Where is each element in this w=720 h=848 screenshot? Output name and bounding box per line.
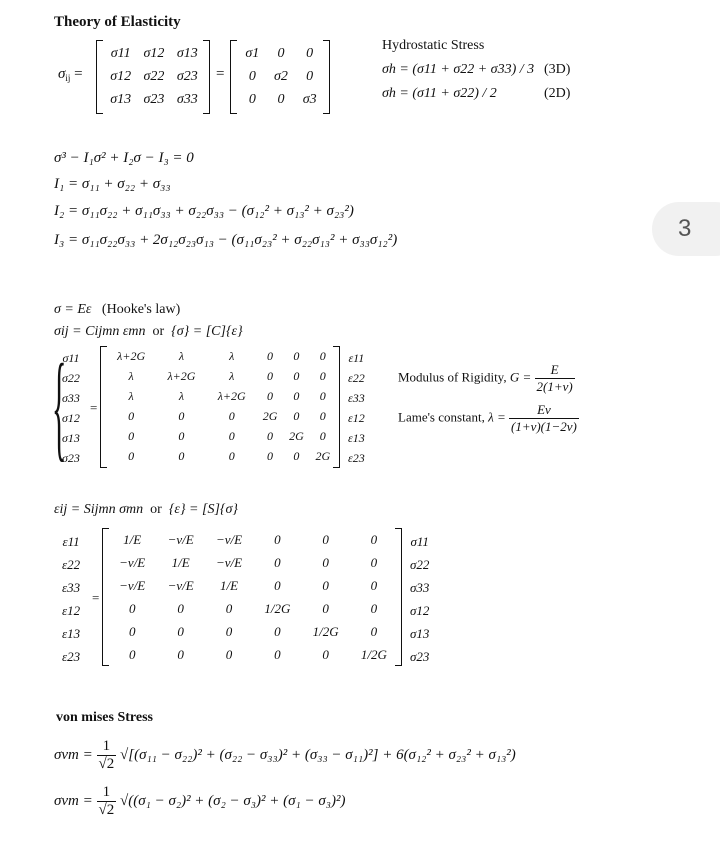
- matrix-row: [238, 42, 324, 65]
- matrix-cell: −ν/E: [167, 577, 194, 593]
- matrix-cell: 0: [274, 623, 281, 639]
- lame-lhs: λ =: [488, 409, 506, 425]
- matrix-cell: 0: [267, 388, 274, 403]
- matrix-cell: 0: [370, 600, 378, 616]
- vector-entry: σ33: [410, 580, 430, 595]
- matrix-cell: 1/2G: [360, 646, 387, 662]
- compliance-index-eq: εij = Sijmn σmn: [54, 502, 144, 517]
- vm-lhs: σvm =: [54, 746, 93, 763]
- matrix-cell: σ23: [143, 91, 165, 107]
- matrix-cell: σ1: [245, 45, 260, 61]
- vonmises-eq2: [54, 784, 345, 819]
- lame-num: Eν: [509, 402, 579, 419]
- hookes-law-eq: [54, 302, 180, 318]
- stress-tensor-lhs: $\sigma_{ij}$ =: [58, 66, 83, 83]
- vector-entry: σ12: [410, 603, 430, 618]
- matrix-cell: 1/E: [220, 577, 239, 593]
- matrix-cell: 2G: [262, 408, 278, 423]
- hooke-eq1: σ = Eε: [54, 302, 92, 317]
- matrix-cell: 0: [267, 448, 274, 463]
- matrix-cell: 0: [225, 600, 233, 616]
- matrix-row: [106, 446, 336, 466]
- matrix-cell: σ13: [110, 91, 132, 107]
- matrix-cell: λ+2G: [167, 368, 196, 383]
- matrix-cell: σ12: [110, 68, 132, 84]
- rigidity-lhs: G =: [509, 369, 532, 385]
- vm-eq1-body: √[(σ₁₁ − σ₂₂)² + (σ₂₂ − σ₃₃)² + (σ₃₃ − σ₁₁)²] + 6(σ₁₂² + σ₂₃² + σ₁₃²): [120, 746, 516, 763]
- vector-entry: σ22: [62, 371, 80, 385]
- matrix-cell: −ν/E: [167, 531, 194, 547]
- matrix-cell: 1/E: [171, 554, 190, 570]
- matrix-cell: −ν/E: [216, 531, 243, 547]
- matrix-cell: 0: [128, 428, 135, 443]
- section-title-vonmises: von mises Stress: [56, 710, 153, 725]
- vector-entry: ε11: [62, 534, 80, 549]
- matrix-cell: λ: [178, 388, 185, 403]
- compliance-equals: =: [92, 590, 100, 605]
- matrix-cell: σ2: [274, 68, 288, 84]
- matrix-cell: 0: [177, 646, 184, 662]
- matrix-row: [108, 528, 398, 551]
- matrix-cell: σ22: [143, 68, 165, 84]
- vector-entry: ε33: [62, 580, 81, 595]
- matrix-cell: 0: [128, 600, 136, 616]
- characteristic-equation: σ³ − I₁σ² + I₂σ − I₃ = 0: [54, 150, 194, 166]
- matrix-cell: 1/2G: [312, 623, 339, 639]
- matrix-cell: 0: [267, 368, 274, 383]
- rigidity-num: E: [535, 362, 575, 379]
- matrix-cell: 0: [322, 577, 329, 593]
- matrix-cell: −ν/E: [119, 577, 146, 593]
- compliance-eq: [54, 502, 238, 518]
- vector-entry: ε23: [62, 649, 81, 664]
- matrix-cell: 0: [293, 448, 300, 463]
- lhs-symbol: σ: [58, 66, 66, 82]
- invariant-i3: I₃ = σ₁₁σ₂₂σ₃₃ + 2σ₁₂σ₂₃σ₁₃ − (σ₁₁σ₂₃² + σ₂₂σ₁₃² + σ₃₃σ₁₂²): [54, 232, 398, 248]
- matrix-row: [108, 620, 398, 643]
- matrix-cell: 0: [178, 428, 185, 443]
- matrix-cell: 0: [178, 448, 185, 463]
- hooke-label: (Hooke's law): [101, 302, 181, 317]
- page-number: 3: [678, 215, 692, 242]
- matrix-cell: 0: [128, 408, 135, 423]
- strain-vector: [344, 348, 369, 468]
- vector-entry: σ23: [410, 649, 430, 664]
- matrix-cell: 0: [267, 428, 274, 443]
- stress-matrix: [96, 40, 210, 114]
- matrix-cell: 0: [178, 408, 185, 423]
- stiffness-eq: [54, 324, 243, 340]
- compliance-or: or: [150, 502, 162, 517]
- vector-entry: σ11: [62, 351, 80, 365]
- stress-vector: [58, 348, 84, 468]
- matrix-cell: λ+2G: [117, 348, 146, 363]
- hooke-equals: =: [90, 400, 98, 415]
- vector-entry: ε22: [348, 371, 365, 385]
- matrix-row: [106, 386, 336, 406]
- vm-eq2-body: √((σ₁ − σ₂)² + (σ₂ − σ₃)² + (σ₁ − σ₃)²): [120, 792, 346, 809]
- matrix-cell: 0: [277, 45, 285, 61]
- matrix-cell: 0: [274, 646, 281, 662]
- matrix-cell: 0: [293, 388, 300, 403]
- matrix-cell: 0: [267, 348, 274, 363]
- section-title-elasticity: Theory of Elasticity: [54, 14, 181, 30]
- matrix-cell: 0: [277, 91, 285, 107]
- matrix-cell: 0: [322, 531, 329, 547]
- matrix-cell: 0: [293, 408, 300, 423]
- matrix-row: [106, 366, 336, 386]
- matrix-cell: −ν/E: [216, 554, 243, 570]
- matrix-cell: 0: [370, 577, 378, 593]
- matrix-cell: σ13: [176, 45, 198, 61]
- matrix-cell: 0: [177, 623, 184, 639]
- matrix-row: [104, 88, 204, 111]
- matrix-row: [108, 574, 398, 597]
- matrix-cell: 0: [274, 554, 281, 570]
- matrix-cell: 0: [274, 577, 281, 593]
- matrix-cell: 0: [128, 646, 136, 662]
- matrix-cell: 0: [319, 348, 326, 363]
- matrix-row: [108, 643, 398, 666]
- vector-entry: ε13: [348, 431, 365, 445]
- matrix-cell: 0: [274, 531, 281, 547]
- matrix-cell: 0: [319, 428, 326, 443]
- vm-coef-num: 1: [97, 738, 117, 756]
- matrix-cell: 0: [322, 646, 329, 662]
- vm-coef-den: √2: [98, 756, 115, 772]
- matrix-row: [108, 597, 398, 620]
- rigidity-label: Modulus of Rigidity,: [398, 369, 507, 385]
- matrix-cell: 0: [128, 448, 135, 463]
- stiffness-or: or: [152, 324, 165, 339]
- matrix-cell: 0: [228, 428, 235, 443]
- matrix-cell: 2G: [315, 448, 331, 463]
- matrix-cell: 0: [293, 348, 300, 363]
- matrix-cell: 0: [306, 45, 314, 61]
- compliance-matrix-eq: {ε} = [S]{σ}: [168, 502, 238, 517]
- vector-entry: ε11: [348, 351, 365, 365]
- vector-entry: σ11: [410, 534, 429, 549]
- matrix-row: [238, 88, 324, 111]
- matrix-row: [106, 346, 336, 366]
- matrix-cell: 0: [319, 368, 326, 383]
- matrix-cell: 0: [306, 68, 314, 84]
- matrix-cell: 0: [225, 623, 233, 639]
- vector-entry: ε23: [348, 451, 365, 465]
- vector-entry: σ23: [62, 451, 80, 465]
- vector-entry: σ33: [62, 391, 80, 405]
- matrix-cell: λ: [128, 388, 134, 403]
- matrix-cell: σ11: [110, 45, 131, 61]
- matrix-cell: 1/2G: [264, 600, 291, 616]
- matrix-row: [104, 65, 204, 88]
- matrix-cell: σ23: [176, 68, 198, 84]
- matrix-cell: λ: [229, 368, 235, 383]
- lame-den: (1+ν)(1−2ν): [510, 419, 577, 434]
- matrix-cell: 0: [248, 68, 256, 84]
- vector-entry: ε33: [348, 391, 365, 405]
- stiffness-index-eq: σij = Cijmn εmn: [54, 324, 146, 339]
- rigidity-expression: [398, 362, 575, 395]
- matrix-cell: σ33: [176, 91, 198, 107]
- matrix-cell: λ: [229, 348, 235, 363]
- hydrostatic-2d-tag: (2D): [544, 86, 571, 101]
- matrix-cell: 0: [177, 600, 184, 616]
- vector-entry: ε22: [62, 557, 81, 572]
- hydrostatic-2d: σh = (σ11 + σ22) / 2: [382, 86, 497, 101]
- matrix-cell: 0: [370, 623, 378, 639]
- matrix-cell: 0: [128, 623, 136, 639]
- matrix-cell: 0: [293, 368, 300, 383]
- matrix-row: [106, 426, 336, 446]
- equals-sign: =: [216, 66, 225, 82]
- matrix-cell: 0: [319, 388, 326, 403]
- matrix-cell: λ: [178, 348, 185, 363]
- vector-entry: ε12: [348, 411, 365, 425]
- matrix-row: [104, 42, 204, 65]
- vector-entry: ε12: [62, 603, 81, 618]
- matrix-cell: λ: [128, 368, 134, 383]
- invariant-i1: I₁ = σ₁₁ + σ₂₂ + σ₃₃: [54, 176, 171, 192]
- matrix-cell: 0: [225, 646, 233, 662]
- lhs-sub: ij: [65, 73, 71, 83]
- stiffness-matrix: [100, 346, 340, 468]
- matrix-cell: −ν/E: [119, 554, 146, 570]
- vector-entry: σ22: [410, 557, 430, 572]
- lame-label: Lame's constant,: [398, 409, 485, 425]
- matrix-cell: 0: [370, 554, 378, 570]
- lame-expression: [398, 402, 579, 435]
- matrix-cell: 2G: [289, 428, 304, 443]
- vonmises-eq1: [54, 738, 516, 773]
- matrix-cell: 0: [319, 408, 326, 423]
- vm-lhs-2: σvm =: [54, 792, 93, 809]
- matrix-cell: 0: [228, 448, 235, 463]
- invariant-i2: I₂ = σ₁₁σ₂₂ + σ₁₁σ₃₃ + σ₂₂σ₃₃ − (σ₁₂² + σ₁₃² + σ₂₃²): [54, 203, 354, 219]
- stiffness-matrix-eq: {σ} = [C]{ε}: [171, 324, 243, 339]
- matrix-cell: 0: [322, 600, 329, 616]
- matrix-row: [106, 406, 336, 426]
- matrix-cell: σ12: [143, 45, 165, 61]
- hydrostatic-title: Hydrostatic Stress: [382, 38, 485, 53]
- matrix-cell: σ3: [302, 91, 317, 107]
- page-indicator[interactable]: [652, 202, 720, 256]
- compliance-matrix: [102, 528, 402, 666]
- hydrostatic-3d: σh = (σ11 + σ22 + σ33) / 3: [382, 62, 535, 77]
- matrix-cell: 0: [370, 531, 378, 547]
- matrix-cell: 0: [322, 554, 329, 570]
- vector-entry: ε13: [62, 626, 81, 641]
- rigidity-den: 2(1+ν): [536, 379, 573, 394]
- strain-vector-2: [58, 530, 84, 668]
- vector-entry: σ12: [62, 411, 80, 425]
- matrix-cell: 1/E: [123, 531, 142, 547]
- matrix-cell: λ+2G: [217, 388, 246, 403]
- matrix-row: [238, 65, 324, 88]
- vm-coef-num-2: 1: [97, 784, 117, 802]
- matrix-row: [108, 551, 398, 574]
- vm-coef-den-2: √2: [98, 802, 115, 818]
- hydrostatic-3d-tag: (3D): [544, 62, 571, 77]
- stress-vector-brace: {: [52, 339, 67, 472]
- matrix-cell: 0: [248, 91, 256, 107]
- stress-vector-2: [406, 530, 433, 668]
- vector-entry: σ13: [62, 431, 80, 445]
- matrix-cell: 0: [228, 408, 235, 423]
- vector-entry: σ13: [410, 626, 430, 641]
- principal-matrix: [230, 40, 330, 114]
